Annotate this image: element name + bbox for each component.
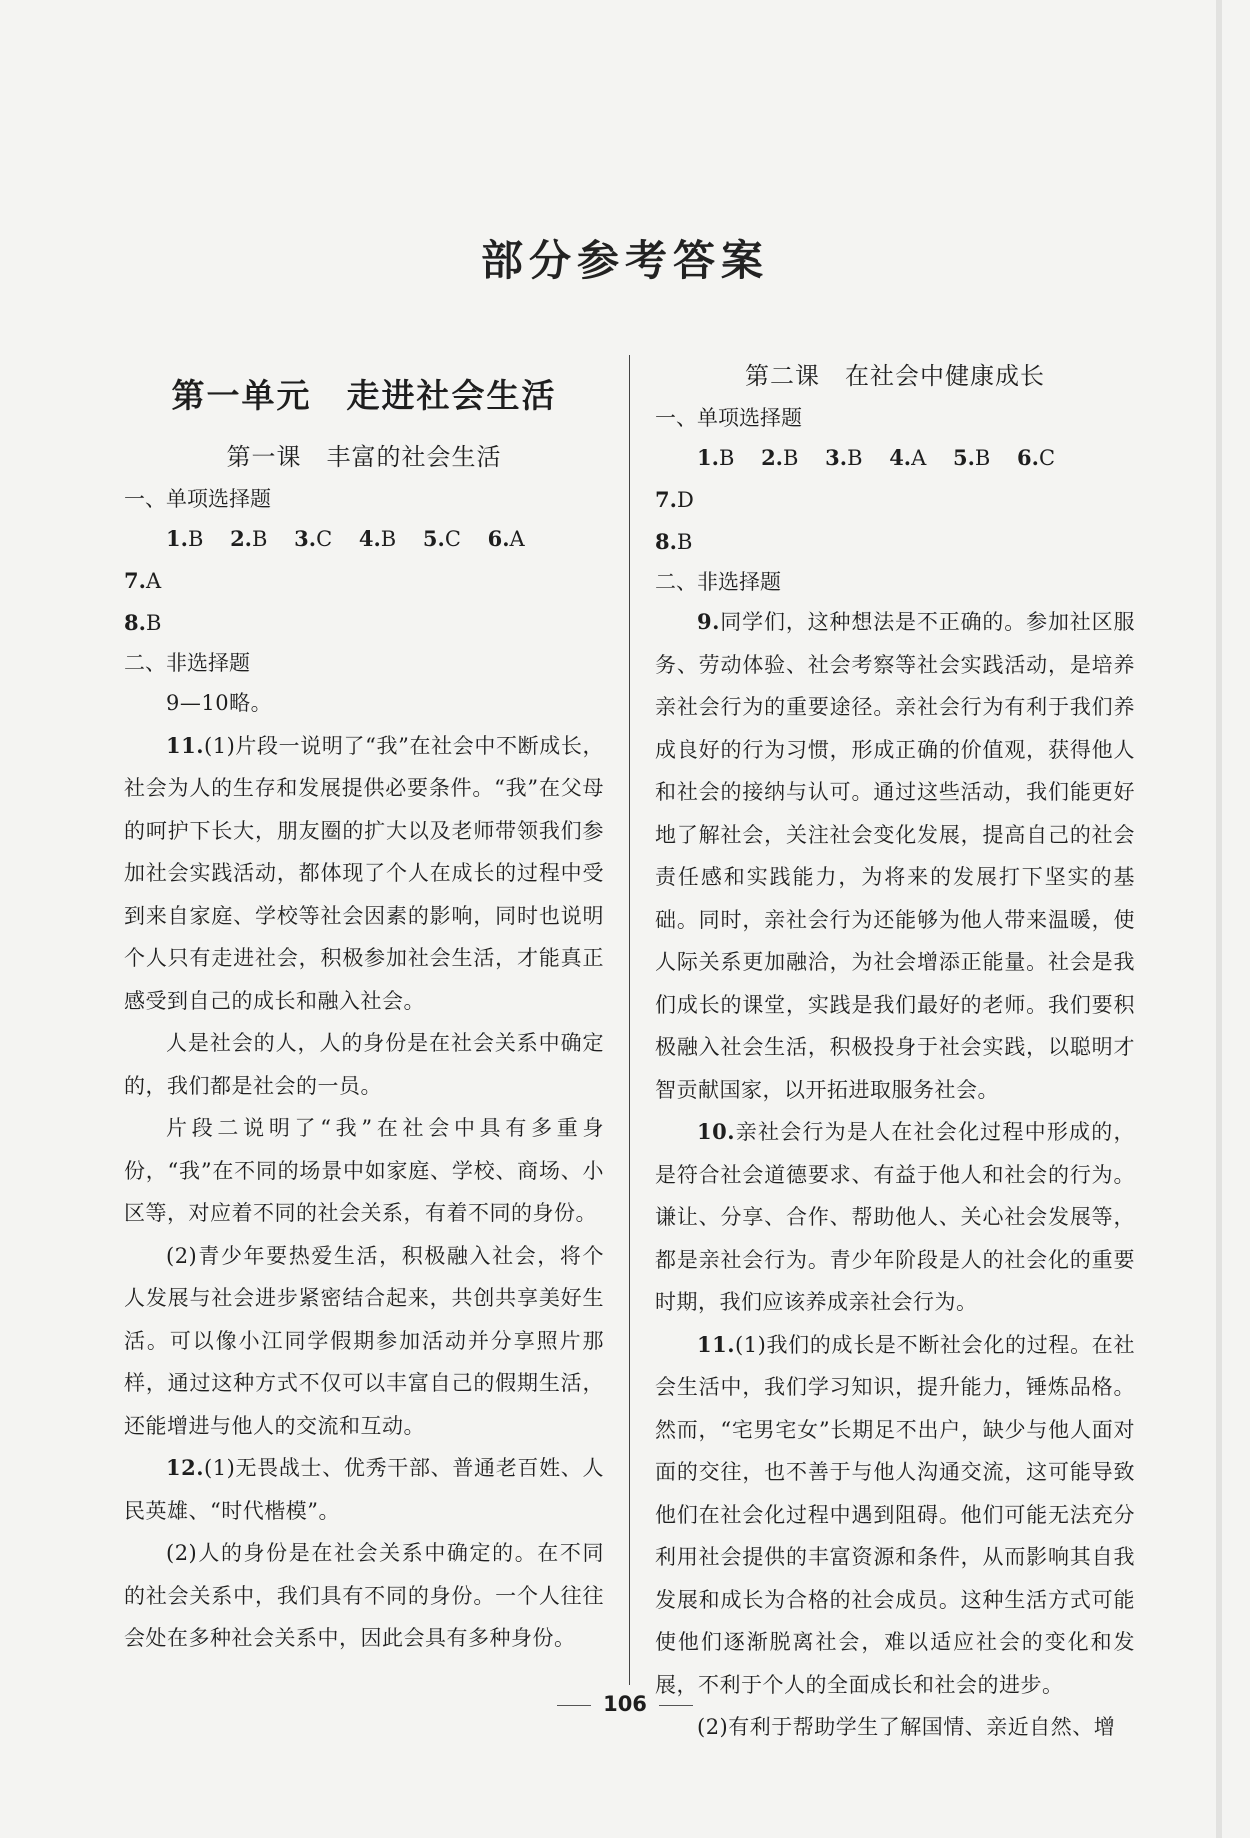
answer-paragraph: (2)人的身份是在社会关系中确定的。在不同的社会关系中，我们具有不同的身份。一个人往往会处在多种社会关系中，因此会具有多种身份。	[124, 1541, 604, 1650]
answer-item: 6.A	[487, 526, 525, 551]
left-column	[124, 352, 604, 1660]
answer-paragraph: 9.同学们，这种想法是不正确的。参加社区服务、劳动体验、社会考察等社会实践活动，是培养亲社会行为的重要途径。亲社会行为有利于我们养成良好的行为习惯，形成正确的价值观，获得他人和社会的接纳与认可。通过这些活动，我们能更好地了解社会，关注社会变化发展，提高自己的社会责任感和实践能力，为将来的发展打下坚实的基础。同时，亲社会行为还能够为他人带来温暖，使人际关系更加融洽，为社会增添正能量。社会是我们成长的课堂，实践是我们最好的老师。我们要积极融入社会生活，积极投身于社会实践，以聪明才智贡献国家，以开拓进取服务社会。	[655, 609, 1135, 1102]
answer-paragraph: 片段二说明了“我”在社会中具有多重身份，“我”在不同的场景中如家庭、学校、商场、小区等，对应着不同的社会关系，有着不同的身份。	[124, 1116, 604, 1225]
page-number-dash	[659, 1705, 693, 1706]
section-heading: 一、单项选择题	[655, 406, 802, 430]
answer-item: 4.A	[889, 445, 927, 470]
answer-item: 1.B	[166, 526, 204, 551]
section-heading: 二、非选择题	[655, 570, 781, 594]
answer-item: 1.B	[697, 445, 735, 470]
answer-paragraph: 11.(1)片段一说明了“我”在社会中不断成长，社会为人的生存和发展提供必要条件。“我”在父母的呵护下长大，朋友圈的扩大以及老师带领我们参加社会实践活动，都体现了个人在成长的过程中受到来自家庭、学校等社会因素的影响，同时也说明个人只有走进社会，积极参加社会生活，才能真正感受到自己的成长和融入社会。	[124, 732, 604, 1013]
answer-row	[655, 521, 1135, 563]
answer-paragraph: (2)有利于帮助学生了解国情、亲近自然、增	[697, 1715, 1116, 1739]
answer-item: 2.B	[761, 445, 799, 470]
answer-item: 7.A	[124, 568, 162, 593]
answer-item: 5.B	[952, 445, 991, 470]
answer-item: 3.C	[294, 526, 333, 551]
page-number-dash	[557, 1705, 591, 1706]
answer-row	[124, 602, 604, 644]
answer-item: 8.B	[124, 610, 162, 635]
answer-row	[124, 518, 604, 602]
answer-paragraph: 10.亲社会行为是人在社会化过程中形成的，是符合社会道德要求、有益于他人和社会的行为。谦让、分享、合作、帮助他人、关心社会发展等，都是亲社会行为。青少年阶段是人的社会化的重要时期，我们应该养成亲社会行为。	[655, 1119, 1135, 1314]
answer-item: 4.B	[358, 526, 397, 551]
answer-item: 6.C	[1017, 445, 1056, 470]
section-heading: 二、非选择题	[124, 651, 250, 675]
answer-item: 8.B	[655, 529, 693, 554]
column-divider	[629, 355, 630, 1685]
answer-item: 3.B	[825, 445, 863, 470]
answer-paragraph: 9—10略。	[166, 691, 273, 715]
answer-paragraph: 11.(1)我们的成长是不断社会化的过程。在社会生活中，我们学习知识，提升能力，锤炼品格。然而，“宅男宅女”长期足不出户，缺少与他人面对面的交往，也不善于与他人沟通交流，这可能导致他们在社会化过程中遇到阻碍。他们可能无法充分利用社会提供的丰富资源和条件，从而影响其自我发展和成长为合格的社会成员。这种生活方式可能使他们逐渐脱离社会，难以适应社会的变化和发展，不利于个人的全面成长和社会的进步。	[655, 1331, 1135, 1697]
answer-paragraph: 12.(1)无畏战士、优秀干部、普通老百姓、人民英雄、“时代楷模”。	[124, 1455, 604, 1523]
page-title: 部分参考答案	[480, 236, 769, 285]
right-column	[655, 352, 1135, 1749]
page-number: 106	[0, 1692, 1250, 1716]
answer-item: 5.C	[422, 526, 461, 551]
answer-paragraph: 人是社会的人，人的身份是在社会关系中确定的，我们都是社会的一员。	[124, 1031, 604, 1098]
lesson-title: 第二课 在社会中健康成长	[745, 362, 1045, 390]
lesson-title: 第一课 丰富的社会生活	[226, 443, 502, 471]
answer-item: 7.D	[655, 487, 694, 512]
answer-row	[655, 437, 1135, 521]
answer-item: 2.B	[230, 526, 268, 551]
unit-title: 第一单元 走进社会生活	[171, 376, 557, 415]
answer-paragraph: (2)青少年要热爱生活，积极融入社会，将个人发展与社会进步紧密结合起来，共创共享美好生活。可以像小江同学假期参加活动并分享照片那样，通过这种方式不仅可以丰富自己的假期生活，还能增进与他人的交流和互动。	[124, 1243, 604, 1438]
section-heading: 一、单项选择题	[124, 487, 271, 511]
